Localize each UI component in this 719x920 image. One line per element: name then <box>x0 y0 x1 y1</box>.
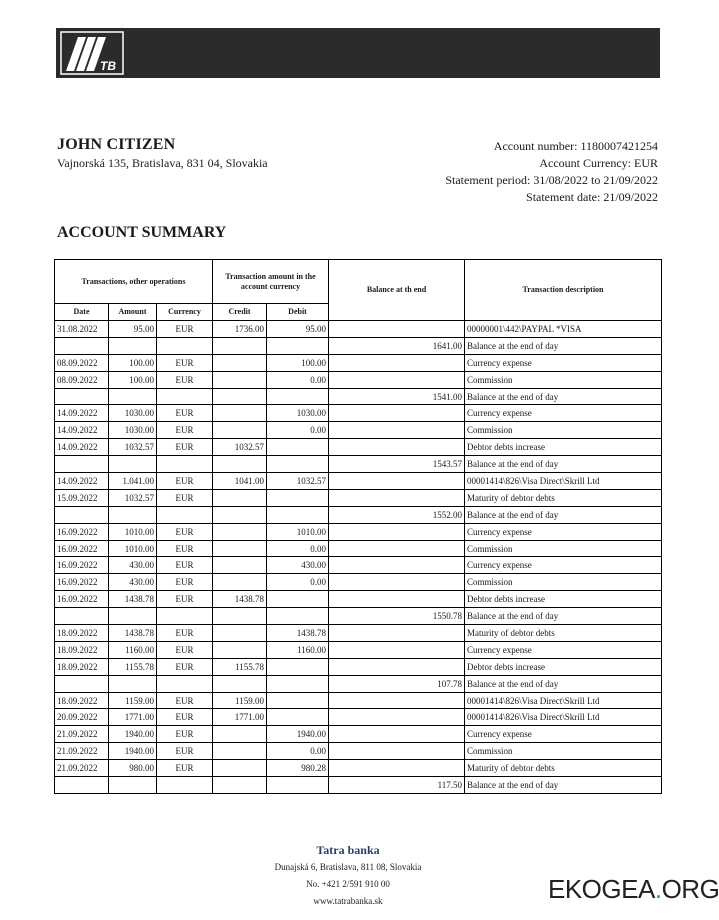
table-row <box>55 388 662 405</box>
cell-date: 16.09.2022 <box>55 523 109 540</box>
cell-credit <box>213 540 267 557</box>
header-amount: Amount <box>109 304 157 321</box>
cell-currency: EUR <box>157 354 213 371</box>
cell-date: 14.09.2022 <box>55 405 109 422</box>
cell-description: Commission <box>465 743 662 760</box>
cell-balance <box>329 641 465 658</box>
cell-balance <box>329 709 465 726</box>
cell-balance <box>329 743 465 760</box>
header-transactions: Transactions, other operations <box>55 260 213 304</box>
cell-amount <box>109 608 157 625</box>
cell-balance <box>329 422 465 439</box>
cell-date: 18.09.2022 <box>55 641 109 658</box>
table-row <box>55 540 662 557</box>
cell-debit <box>267 591 329 608</box>
cell-debit: 0.00 <box>267 422 329 439</box>
cell-debit <box>267 506 329 523</box>
cell-credit <box>213 574 267 591</box>
cell-date: 31.08.2022 <box>55 321 109 338</box>
cell-description: Commission <box>465 540 662 557</box>
cell-date <box>55 337 109 354</box>
cell-balance <box>329 371 465 388</box>
cell-balance <box>329 523 465 540</box>
cell-debit: 0.00 <box>267 574 329 591</box>
cell-amount: 1771.00 <box>109 709 157 726</box>
cell-credit <box>213 777 267 794</box>
cell-currency: EUR <box>157 692 213 709</box>
cell-date: 16.09.2022 <box>55 540 109 557</box>
cell-date: 16.09.2022 <box>55 574 109 591</box>
cell-description: Currency expense <box>465 641 662 658</box>
cell-balance <box>329 574 465 591</box>
cell-description: Maturity of debtor debts <box>465 760 662 777</box>
bank-address: Dunajská 6, Bratislava, 811 08, Slovakia <box>274 862 422 872</box>
statement-period: Statement period: 31/08/2022 to 21/09/2022 <box>445 173 658 187</box>
account-number: Account number: 1180007421254 <box>493 139 658 153</box>
cell-balance <box>329 439 465 456</box>
table-row <box>55 726 662 743</box>
cell-currency <box>157 675 213 692</box>
cell-amount: 1030.00 <box>109 405 157 422</box>
cell-currency: EUR <box>157 422 213 439</box>
summary-title: ACCOUNT SUMMARY <box>57 224 227 241</box>
table-row <box>55 337 662 354</box>
cell-description: Currency expense <box>465 557 662 574</box>
cell-amount: 1155.78 <box>109 658 157 675</box>
cell-description: Commission <box>465 574 662 591</box>
cell-date <box>55 675 109 692</box>
cell-date: 18.09.2022 <box>55 625 109 642</box>
cell-amount <box>109 456 157 473</box>
cell-description: Balance at the end of day <box>465 608 662 625</box>
table-row <box>55 608 662 625</box>
cell-description: Balance at the end of day <box>465 506 662 523</box>
cell-credit <box>213 726 267 743</box>
cell-balance: 1641.00 <box>329 337 465 354</box>
table-row <box>55 371 662 388</box>
cell-credit: 1032.57 <box>213 439 267 456</box>
table-row <box>55 354 662 371</box>
cell-amount: 430.00 <box>109 557 157 574</box>
cell-amount: 1438.78 <box>109 591 157 608</box>
cell-amount: 1010.00 <box>109 523 157 540</box>
cell-credit <box>213 506 267 523</box>
bank-website: www.tatrabanka.sk <box>313 896 383 906</box>
table-row <box>55 777 662 794</box>
cell-debit <box>267 337 329 354</box>
cell-debit: 1940.00 <box>267 726 329 743</box>
cell-balance: 117.50 <box>329 777 465 794</box>
cell-date: 08.09.2022 <box>55 354 109 371</box>
cell-date: 20.09.2022 <box>55 709 109 726</box>
table-row <box>55 557 662 574</box>
cell-currency: EUR <box>157 540 213 557</box>
cell-description: Commission <box>465 371 662 388</box>
cell-credit <box>213 422 267 439</box>
cell-currency: EUR <box>157 658 213 675</box>
cell-description: Commission <box>465 422 662 439</box>
cell-debit: 0.00 <box>267 743 329 760</box>
cell-balance <box>329 692 465 709</box>
cell-date: 21.09.2022 <box>55 726 109 743</box>
cell-date: 21.09.2022 <box>55 760 109 777</box>
cell-debit: 95.00 <box>267 321 329 338</box>
cell-description: Debtor debts increase <box>465 658 662 675</box>
watermark-main: EKOGEA <box>548 874 655 904</box>
account-currency: Account Currency: EUR <box>539 156 658 170</box>
cell-credit <box>213 489 267 506</box>
cell-balance <box>329 489 465 506</box>
cell-description: Currency expense <box>465 726 662 743</box>
cell-amount <box>109 675 157 692</box>
cell-date: 18.09.2022 <box>55 692 109 709</box>
cell-description: Maturity of debtor debts <box>465 625 662 642</box>
cell-date: 16.09.2022 <box>55 591 109 608</box>
cell-date: 14.09.2022 <box>55 422 109 439</box>
cell-credit <box>213 456 267 473</box>
cell-amount: 95.00 <box>109 321 157 338</box>
table-row <box>55 506 662 523</box>
cell-currency: EUR <box>157 625 213 642</box>
cell-currency: EUR <box>157 557 213 574</box>
cell-balance: 107.78 <box>329 675 465 692</box>
cell-debit: 430.00 <box>267 557 329 574</box>
cell-credit: 1771.00 <box>213 709 267 726</box>
cell-date <box>55 506 109 523</box>
cell-date: 15.09.2022 <box>55 489 109 506</box>
cell-currency: EUR <box>157 760 213 777</box>
cell-credit: 1155.78 <box>213 658 267 675</box>
cell-currency: EUR <box>157 591 213 608</box>
cell-description: Balance at the end of day <box>465 337 662 354</box>
header-date: Date <box>55 304 109 321</box>
cell-description: Debtor debts increase <box>465 591 662 608</box>
cell-debit: 100.00 <box>267 354 329 371</box>
cell-amount: 1.041.00 <box>109 473 157 490</box>
cell-amount <box>109 506 157 523</box>
cell-balance <box>329 354 465 371</box>
cell-currency <box>157 337 213 354</box>
cell-description: Currency expense <box>465 405 662 422</box>
cell-credit: 1736.00 <box>213 321 267 338</box>
cell-date: 21.09.2022 <box>55 743 109 760</box>
header-amount-group: Transaction amount in the account currency <box>213 260 329 304</box>
cell-description: Maturity of debtor debts <box>465 489 662 506</box>
cell-currency: EUR <box>157 523 213 540</box>
logo-text: TB <box>100 59 116 73</box>
cell-description: Balance at the end of day <box>465 675 662 692</box>
cell-description: Debtor debts increase <box>465 439 662 456</box>
cell-amount: 1438.78 <box>109 625 157 642</box>
cell-currency: EUR <box>157 574 213 591</box>
cell-credit <box>213 743 267 760</box>
table-row <box>55 523 662 540</box>
cell-debit <box>267 709 329 726</box>
cell-debit: 1032.57 <box>267 473 329 490</box>
table-row <box>55 321 662 338</box>
customer-block <box>57 136 268 171</box>
cell-amount: 1032.57 <box>109 489 157 506</box>
cell-currency <box>157 777 213 794</box>
table-row <box>55 675 662 692</box>
watermark-tld: ORG <box>661 874 719 904</box>
cell-date <box>55 456 109 473</box>
cell-debit: 0.00 <box>267 540 329 557</box>
cell-balance <box>329 557 465 574</box>
cell-balance: 1541.00 <box>329 388 465 405</box>
cell-currency: EUR <box>157 743 213 760</box>
cell-description: Balance at the end of day <box>465 456 662 473</box>
table-row <box>55 456 662 473</box>
cell-currency <box>157 608 213 625</box>
cell-balance <box>329 540 465 557</box>
cell-debit <box>267 777 329 794</box>
account-info <box>445 138 658 206</box>
cell-debit: 1030.00 <box>267 405 329 422</box>
cell-description: 00001414\826\Visa Direct\Skrill Ltd <box>465 473 662 490</box>
cell-debit <box>267 489 329 506</box>
cell-credit <box>213 523 267 540</box>
cell-amount <box>109 777 157 794</box>
cell-date: 16.09.2022 <box>55 557 109 574</box>
bank-name: Tatra banka <box>316 843 380 857</box>
cell-credit <box>213 354 267 371</box>
cell-debit <box>267 658 329 675</box>
table-row <box>55 743 662 760</box>
cell-balance: 1543.57 <box>329 456 465 473</box>
header-bar <box>56 28 660 78</box>
header-description: Transaction description <box>465 260 662 321</box>
table-row <box>55 422 662 439</box>
cell-date: 14.09.2022 <box>55 439 109 456</box>
cell-currency: EUR <box>157 439 213 456</box>
cell-debit <box>267 692 329 709</box>
cell-amount <box>109 388 157 405</box>
header-credit: Credit <box>213 304 267 321</box>
cell-debit: 1160.00 <box>267 641 329 658</box>
header-balance: Balance at th end <box>329 260 465 321</box>
customer-address: Vajnorská 135, Bratislava, 831 04, Slovakia <box>57 156 268 170</box>
cell-credit <box>213 337 267 354</box>
cell-credit <box>213 405 267 422</box>
cell-amount: 100.00 <box>109 354 157 371</box>
cell-currency: EUR <box>157 641 213 658</box>
customer-name: JOHN CITIZEN <box>57 136 176 153</box>
cell-currency: EUR <box>157 709 213 726</box>
table-row <box>55 591 662 608</box>
table-row <box>55 658 662 675</box>
cell-amount: 1940.00 <box>109 726 157 743</box>
table-row <box>55 641 662 658</box>
cell-amount: 1010.00 <box>109 540 157 557</box>
cell-credit: 1438.78 <box>213 591 267 608</box>
cell-currency: EUR <box>157 489 213 506</box>
cell-debit: 1438.78 <box>267 625 329 642</box>
cell-amount: 1940.00 <box>109 743 157 760</box>
bank-phone: No. +421 2/591 910 00 <box>306 879 390 889</box>
cell-amount: 1159.00 <box>109 692 157 709</box>
transactions-body <box>55 321 662 794</box>
tatra-banka-logo-icon <box>60 31 124 75</box>
cell-debit <box>267 456 329 473</box>
cell-currency <box>157 506 213 523</box>
cell-amount: 1030.00 <box>109 422 157 439</box>
cell-credit <box>213 675 267 692</box>
cell-credit <box>213 641 267 658</box>
cell-description: Currency expense <box>465 523 662 540</box>
cell-balance <box>329 625 465 642</box>
table-row <box>55 709 662 726</box>
cell-debit <box>267 675 329 692</box>
cell-balance <box>329 726 465 743</box>
cell-currency: EUR <box>157 371 213 388</box>
cell-amount: 980.00 <box>109 760 157 777</box>
header-currency: Currency <box>157 304 213 321</box>
cell-debit <box>267 439 329 456</box>
table-row <box>55 760 662 777</box>
cell-balance <box>329 760 465 777</box>
cell-amount: 1032.57 <box>109 439 157 456</box>
cell-amount: 100.00 <box>109 371 157 388</box>
header-debit: Debit <box>267 304 329 321</box>
table-row <box>55 625 662 642</box>
cell-balance <box>329 405 465 422</box>
cell-date: 08.09.2022 <box>55 371 109 388</box>
statement-date: Statement date: 21/09/2022 <box>526 190 658 204</box>
cell-amount: 1160.00 <box>109 641 157 658</box>
cell-credit <box>213 625 267 642</box>
cell-credit: 1159.00 <box>213 692 267 709</box>
cell-debit: 0.00 <box>267 371 329 388</box>
cell-credit <box>213 760 267 777</box>
table-row <box>55 489 662 506</box>
cell-currency: EUR <box>157 726 213 743</box>
cell-date <box>55 608 109 625</box>
cell-date <box>55 388 109 405</box>
cell-currency: EUR <box>157 473 213 490</box>
cell-date: 18.09.2022 <box>55 658 109 675</box>
cell-credit <box>213 388 267 405</box>
cell-amount: 430.00 <box>109 574 157 591</box>
cell-date <box>55 777 109 794</box>
cell-balance <box>329 321 465 338</box>
cell-description: 00000001\442\PAYPAL *VISA <box>465 321 662 338</box>
transactions-table <box>54 259 662 794</box>
cell-balance <box>329 473 465 490</box>
table-row <box>55 574 662 591</box>
cell-currency: EUR <box>157 405 213 422</box>
cell-debit: 980.28 <box>267 760 329 777</box>
cell-description: 00001414\826\Visa Direct\Skrill Ltd <box>465 709 662 726</box>
watermark <box>548 874 719 905</box>
cell-credit <box>213 557 267 574</box>
table-row <box>55 692 662 709</box>
watermark-dot: . <box>654 874 662 904</box>
cell-debit <box>267 608 329 625</box>
cell-currency <box>157 388 213 405</box>
cell-description: Balance at the end of day <box>465 777 662 794</box>
table-row <box>55 405 662 422</box>
cell-balance <box>329 591 465 608</box>
cell-currency: EUR <box>157 321 213 338</box>
cell-balance <box>329 658 465 675</box>
cell-debit <box>267 388 329 405</box>
cell-debit: 1010.00 <box>267 523 329 540</box>
cell-description: 00001414\826\Visa Direct\Skrill Ltd <box>465 692 662 709</box>
cell-currency <box>157 456 213 473</box>
cell-amount <box>109 337 157 354</box>
cell-credit <box>213 371 267 388</box>
cell-balance: 1552.00 <box>329 506 465 523</box>
cell-credit: 1041.00 <box>213 473 267 490</box>
cell-date: 14.09.2022 <box>55 473 109 490</box>
cell-credit <box>213 608 267 625</box>
cell-description: Currency expense <box>465 354 662 371</box>
cell-balance: 1550.78 <box>329 608 465 625</box>
table-row <box>55 473 662 490</box>
table-row <box>55 439 662 456</box>
cell-description: Balance at the end of day <box>465 388 662 405</box>
